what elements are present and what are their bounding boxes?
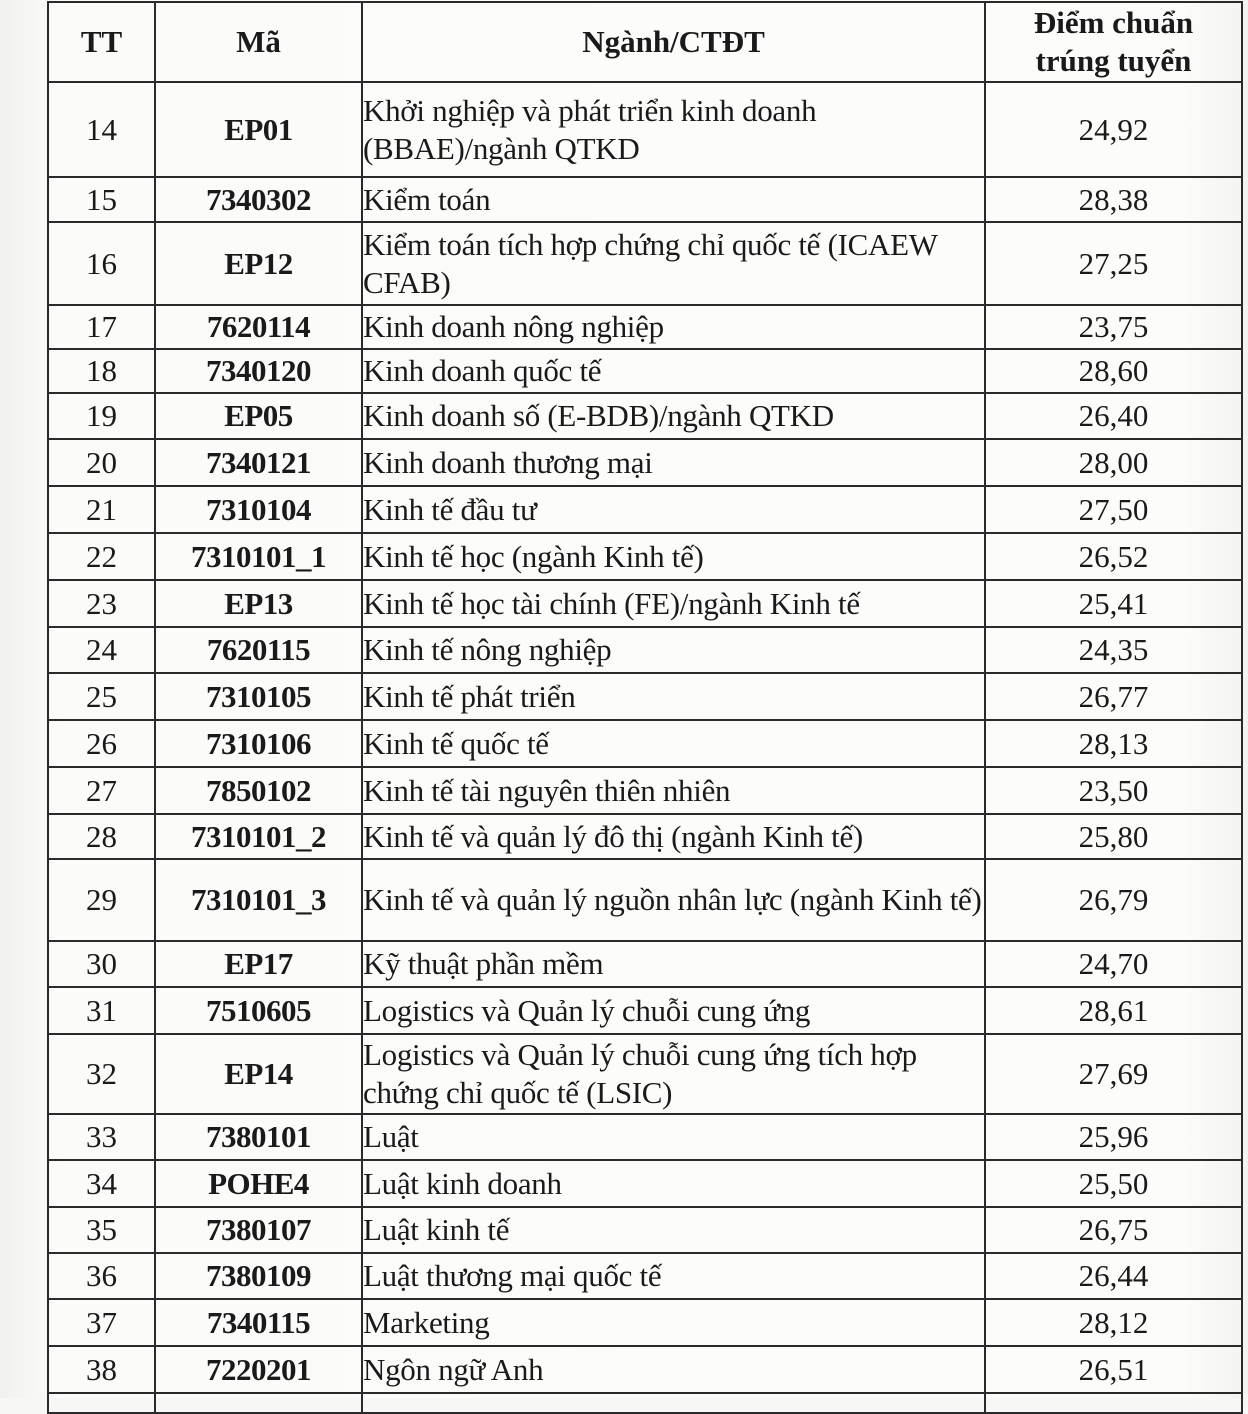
row-ma: 7380107 (155, 1207, 362, 1253)
row-ma: 7380101 (155, 1114, 362, 1160)
row-nganh: Kinh doanh nông nghiệp (362, 305, 985, 349)
table-row (48, 1034, 1242, 1114)
row-nganh: Kinh tế học tài chính (FE)/ngành Kinh tế (362, 580, 985, 627)
row-score: 27,69 (985, 1034, 1242, 1114)
table-row (48, 1160, 1242, 1207)
row-score: 26,40 (985, 393, 1242, 439)
row-score: 26,44 (985, 1253, 1242, 1299)
row-score: 25,80 (985, 814, 1242, 859)
row-ma: 7310106 (155, 720, 362, 767)
row-tt: 35 (48, 1207, 155, 1253)
table-body (48, 82, 1242, 1413)
row-nganh: Kinh doanh số (E-BDB)/ngành QTKD (362, 393, 985, 439)
row-score: 26,51 (985, 1346, 1242, 1393)
row-score: 26,77 (985, 673, 1242, 720)
row-ma: 7340120 (155, 349, 362, 393)
partial-cell (155, 1393, 362, 1413)
table-row (48, 82, 1242, 177)
row-tt: 32 (48, 1034, 155, 1114)
row-tt: 26 (48, 720, 155, 767)
table-row (48, 720, 1242, 767)
row-nganh: Kinh tế nông nghiệp (362, 627, 985, 673)
table-row (48, 1299, 1242, 1346)
row-ma: 7340115 (155, 1299, 362, 1346)
table-row (48, 673, 1242, 720)
row-tt: 19 (48, 393, 155, 439)
row-score: 27,25 (985, 222, 1242, 305)
row-nganh: Kinh tế đầu tư (362, 486, 985, 533)
table-row (48, 486, 1242, 533)
row-tt: 28 (48, 814, 155, 859)
row-ma: 7310104 (155, 486, 362, 533)
row-score: 27,50 (985, 486, 1242, 533)
row-score: 26,75 (985, 1207, 1242, 1253)
row-tt: 27 (48, 767, 155, 814)
row-ma: EP14 (155, 1034, 362, 1114)
row-score: 25,96 (985, 1114, 1242, 1160)
row-nganh: Kỹ thuật phần mềm (362, 941, 985, 987)
partial-cell (48, 1393, 155, 1413)
row-nganh: Kinh tế quốc tế (362, 720, 985, 767)
table-row (48, 1207, 1242, 1253)
header-score-line1: Điểm chuẩn (1033, 5, 1194, 40)
row-tt: 21 (48, 486, 155, 533)
row-nganh: Kinh tế và quản lý đô thị (ngành Kinh tế) (362, 814, 985, 859)
row-ma: 7340302 (155, 177, 362, 222)
row-nganh: Ngôn ngữ Anh (362, 1346, 985, 1393)
row-tt: 25 (48, 673, 155, 720)
row-nganh: Luật thương mại quốc tế (362, 1253, 985, 1299)
row-nganh: Marketing (362, 1299, 985, 1346)
row-score: 28,12 (985, 1299, 1242, 1346)
row-score: 23,50 (985, 767, 1242, 814)
row-ma: 7340121 (155, 439, 362, 486)
row-ma: 7850102 (155, 767, 362, 814)
row-nganh: Luật kinh tế (362, 1207, 985, 1253)
row-ma: EP01 (155, 82, 362, 177)
header-nganh: Ngành/CTĐT (362, 2, 985, 82)
table-row (48, 1346, 1242, 1393)
header-ma: Mã (155, 2, 362, 82)
row-ma: 7310101_1 (155, 533, 362, 580)
row-score: 28,38 (985, 177, 1242, 222)
row-tt: 23 (48, 580, 155, 627)
row-score: 26,79 (985, 859, 1242, 941)
row-nganh: Kiểm toán tích hợp chứng chỉ quốc tế (ICAEW CFAB) (362, 222, 985, 305)
row-score: 24,70 (985, 941, 1242, 987)
header-score-line2: trúng tuyển (1035, 43, 1192, 78)
row-nganh: Logistics và Quản lý chuỗi cung ứng (362, 987, 985, 1034)
row-tt: 16 (48, 222, 155, 305)
row-ma: 7310101_3 (155, 859, 362, 941)
row-nganh: Kinh tế tài nguyên thiên nhiên (362, 767, 985, 814)
table-row (48, 439, 1242, 486)
row-nganh: Kiểm toán (362, 177, 985, 222)
table-row (48, 305, 1242, 349)
partial-cell (985, 1393, 1242, 1413)
row-tt: 36 (48, 1253, 155, 1299)
table-row (48, 1253, 1242, 1299)
row-score: 28,61 (985, 987, 1242, 1034)
row-tt: 33 (48, 1114, 155, 1160)
row-ma: 7310105 (155, 673, 362, 720)
row-tt: 20 (48, 439, 155, 486)
table-row (48, 349, 1242, 393)
table-header-row (48, 2, 1242, 82)
table-row (48, 987, 1242, 1034)
row-score: 25,41 (985, 580, 1242, 627)
row-score: 23,75 (985, 305, 1242, 349)
row-score: 25,50 (985, 1160, 1242, 1207)
row-tt: 37 (48, 1299, 155, 1346)
row-score: 28,00 (985, 439, 1242, 486)
row-score: 28,13 (985, 720, 1242, 767)
row-ma: EP12 (155, 222, 362, 305)
row-nganh: Kinh doanh quốc tế (362, 349, 985, 393)
table-row (48, 627, 1242, 673)
table-row-partial (48, 1393, 1242, 1413)
row-ma: 7380109 (155, 1253, 362, 1299)
row-ma: POHE4 (155, 1160, 362, 1207)
table-row (48, 1114, 1242, 1160)
table-row (48, 941, 1242, 987)
table-row (48, 393, 1242, 439)
row-nganh: Khởi nghiệp và phát triển kinh doanh (BBAE)/ngành QTKD (362, 82, 985, 177)
row-score: 24,92 (985, 82, 1242, 177)
header-tt: TT (48, 2, 155, 82)
table-row (48, 580, 1242, 627)
row-tt: 18 (48, 349, 155, 393)
table-row (48, 177, 1242, 222)
row-ma: 7620115 (155, 627, 362, 673)
admission-scores-table (47, 1, 1243, 1414)
table-row (48, 222, 1242, 305)
row-nganh: Kinh tế phát triển (362, 673, 985, 720)
row-ma: 7510605 (155, 987, 362, 1034)
row-ma: EP13 (155, 580, 362, 627)
row-ma: 7620114 (155, 305, 362, 349)
row-tt: 14 (48, 82, 155, 177)
row-nganh: Luật (362, 1114, 985, 1160)
row-nganh: Kinh doanh thương mại (362, 439, 985, 486)
row-nganh: Luật kinh doanh (362, 1160, 985, 1207)
header-score (985, 2, 1242, 82)
row-tt: 22 (48, 533, 155, 580)
row-ma: EP17 (155, 941, 362, 987)
row-tt: 17 (48, 305, 155, 349)
row-ma: EP05 (155, 393, 362, 439)
row-score: 24,35 (985, 627, 1242, 673)
table-row (48, 859, 1242, 941)
row-nganh: Kinh tế và quản lý nguồn nhân lực (ngành Kinh tế) (362, 859, 985, 941)
table-row (48, 814, 1242, 859)
row-score: 28,60 (985, 349, 1242, 393)
row-tt: 34 (48, 1160, 155, 1207)
row-tt: 29 (48, 859, 155, 941)
row-nganh: Kinh tế học (ngành Kinh tế) (362, 533, 985, 580)
row-tt: 15 (48, 177, 155, 222)
row-tt: 31 (48, 987, 155, 1034)
row-tt: 24 (48, 627, 155, 673)
row-ma: 7220201 (155, 1346, 362, 1393)
row-tt: 38 (48, 1346, 155, 1393)
row-score: 26,52 (985, 533, 1242, 580)
partial-cell (362, 1393, 985, 1413)
row-nganh: Logistics và Quản lý chuỗi cung ứng tích hợp chứng chỉ quốc tế (LSIC) (362, 1034, 985, 1114)
table-row (48, 533, 1242, 580)
row-ma: 7310101_2 (155, 814, 362, 859)
table-row (48, 767, 1242, 814)
row-tt: 30 (48, 941, 155, 987)
